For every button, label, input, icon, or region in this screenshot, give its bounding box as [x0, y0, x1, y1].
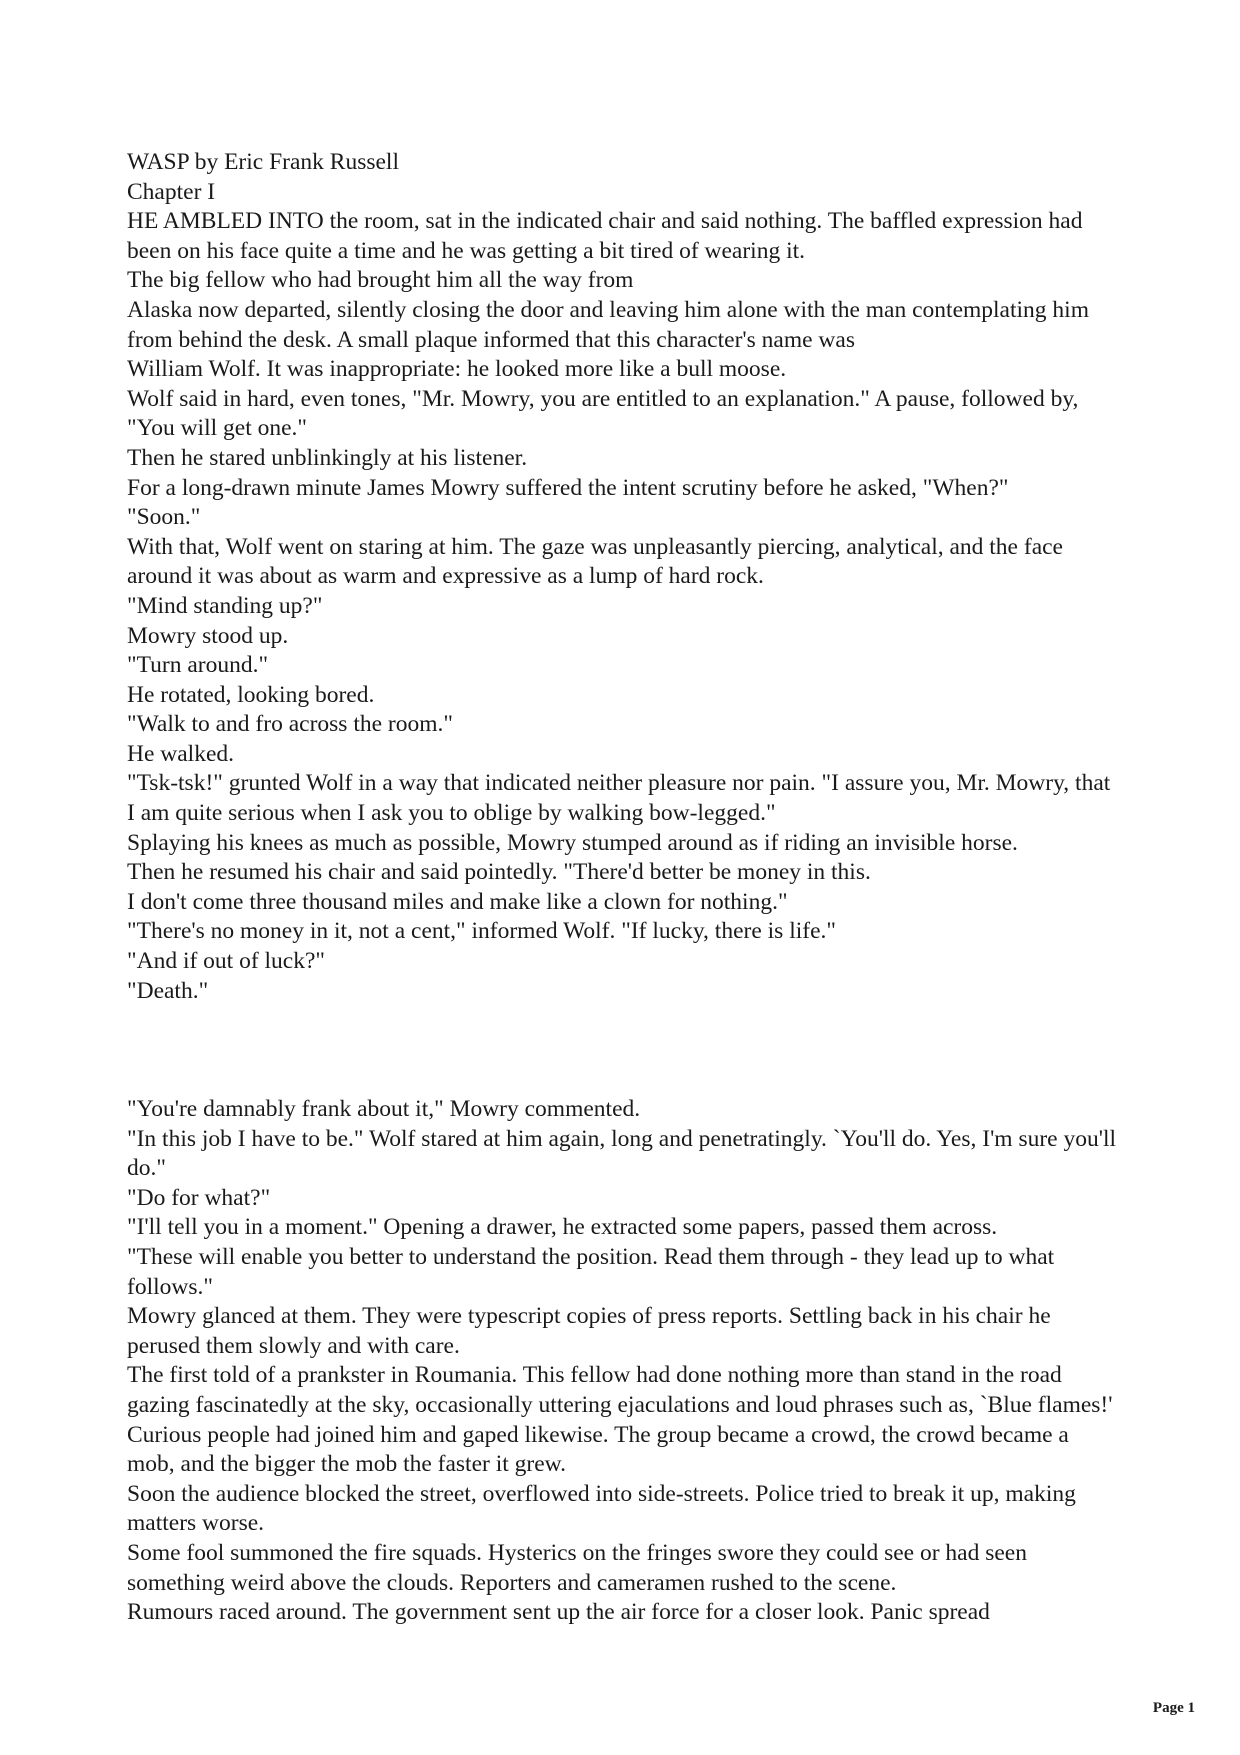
paragraph: Then he stared unblinkingly at his listener.: [127, 444, 528, 471]
text-block-top: [127, 148, 1117, 1006]
paragraph: William Wolf. It was inappropriate: he looked more like a bull moose.: [127, 356, 787, 383]
paragraph: Mowry stood up.: [127, 622, 289, 649]
paragraph: For a long-drawn minute James Mowry suffered the intent scrutiny before he asked, "When?": [127, 474, 1009, 501]
paragraph: Alaska now departed, silently closing the door and leaving him alone with the man contemplating him from behind the desk. A small plaque informed that this character's name was: [127, 296, 1089, 353]
text-block-bottom: [127, 1095, 1117, 1628]
paragraph: Wolf said in hard, even tones, "Mr. Mowry, you are entitled to an explanation." A pause, followed by, "You will get one.": [127, 385, 1079, 442]
paragraph: "These will enable you better to understand the position. Read them through - they lead up to what follows.": [127, 1243, 1055, 1300]
paragraph: Soon the audience blocked the street, overflowed into side-streets. Police tried to break it up, making matters worse.: [127, 1480, 1076, 1537]
paragraph: He walked.: [127, 740, 235, 767]
paragraph: "And if out of luck?": [127, 948, 326, 975]
paragraph: HE AMBLED INTO the room, sat in the indicated chair and said nothing. The baffled expression had been on his face quite a time and he was getting a bit tired of wearing it.: [127, 208, 1083, 264]
paragraph: I don't come three thousand miles and make like a clown for nothing.": [127, 888, 788, 915]
paragraph: "Do for what?": [127, 1184, 271, 1211]
paragraph: With that, Wolf went on staring at him. The gaze was unpleasantly piercing, analytical, and the face around it was about as warm and expressive as a lump of hard rock.: [127, 533, 1063, 590]
paragraph: "Mind standing up?": [127, 592, 323, 619]
paragraph: Some fool summoned the fire squads. Hysterics on the fringes swore they could see or had seen something weird above the clouds. Reporters and cameramen rushed to the scene.: [127, 1539, 1027, 1596]
book-title: WASP by Eric Frank Russell: [127, 149, 399, 175]
paragraph: The big fellow who had brought him all the way from: [127, 267, 634, 294]
paragraph: "I'll tell you in a moment." Opening a drawer, he extracted some papers, passed them across.: [127, 1214, 998, 1241]
paragraph: The first told of a prankster in Roumania. This fellow had done nothing more than stand in the road gazing fascinatedly at the sky, occasionally uttering ejaculations and loud phrases such as, `Blue flames!' Curious people had joined him and gaped likewise. The group became a crowd, the crowd became a mob, and the bigger the mob the faster it grew.: [127, 1362, 1113, 1478]
paragraph: "In this job I have to be." Wolf stared at him again, long and penetratingly. `You'll do. Yes, I'm sure you'll do.": [127, 1125, 1117, 1182]
paragraph: "You're damnably frank about it," Mowry commented.: [127, 1096, 641, 1122]
paragraph: He rotated, looking bored.: [127, 681, 375, 708]
paragraph: "Walk to and fro across the room.": [127, 711, 453, 738]
paragraph: "Tsk-tsk!" grunted Wolf in a way that indicated neither pleasure nor pain. "I assure you, Mr. Mowry, that I am quite serious when I ask you to oblige by walking bow-legged.": [127, 770, 1111, 827]
paragraph: "There's no money in it, not a cent," informed Wolf. "If lucky, there is life.": [127, 918, 836, 945]
paragraph: "Soon.": [127, 504, 201, 531]
paragraph: "Turn around.": [127, 652, 269, 679]
paragraph: "Death.": [127, 977, 209, 1004]
page-number: Page 1: [1152, 1700, 1195, 1716]
paragraph: Mowry glanced at them. They were typescript copies of press reports. Settling back in his chair he perused them slowly and with care.: [127, 1303, 1051, 1359]
paragraph: Then he resumed his chair and said pointedly. "There'd better be money in this.: [127, 859, 871, 886]
paragraph: Splaying his knees as much as possible, Mowry stumped around as if riding an invisible horse.: [127, 829, 1018, 856]
paragraph: Rumours raced around. The government sent up the air force for a closer look. Panic spread: [127, 1599, 990, 1626]
chapter-heading: Chapter I: [127, 178, 216, 205]
